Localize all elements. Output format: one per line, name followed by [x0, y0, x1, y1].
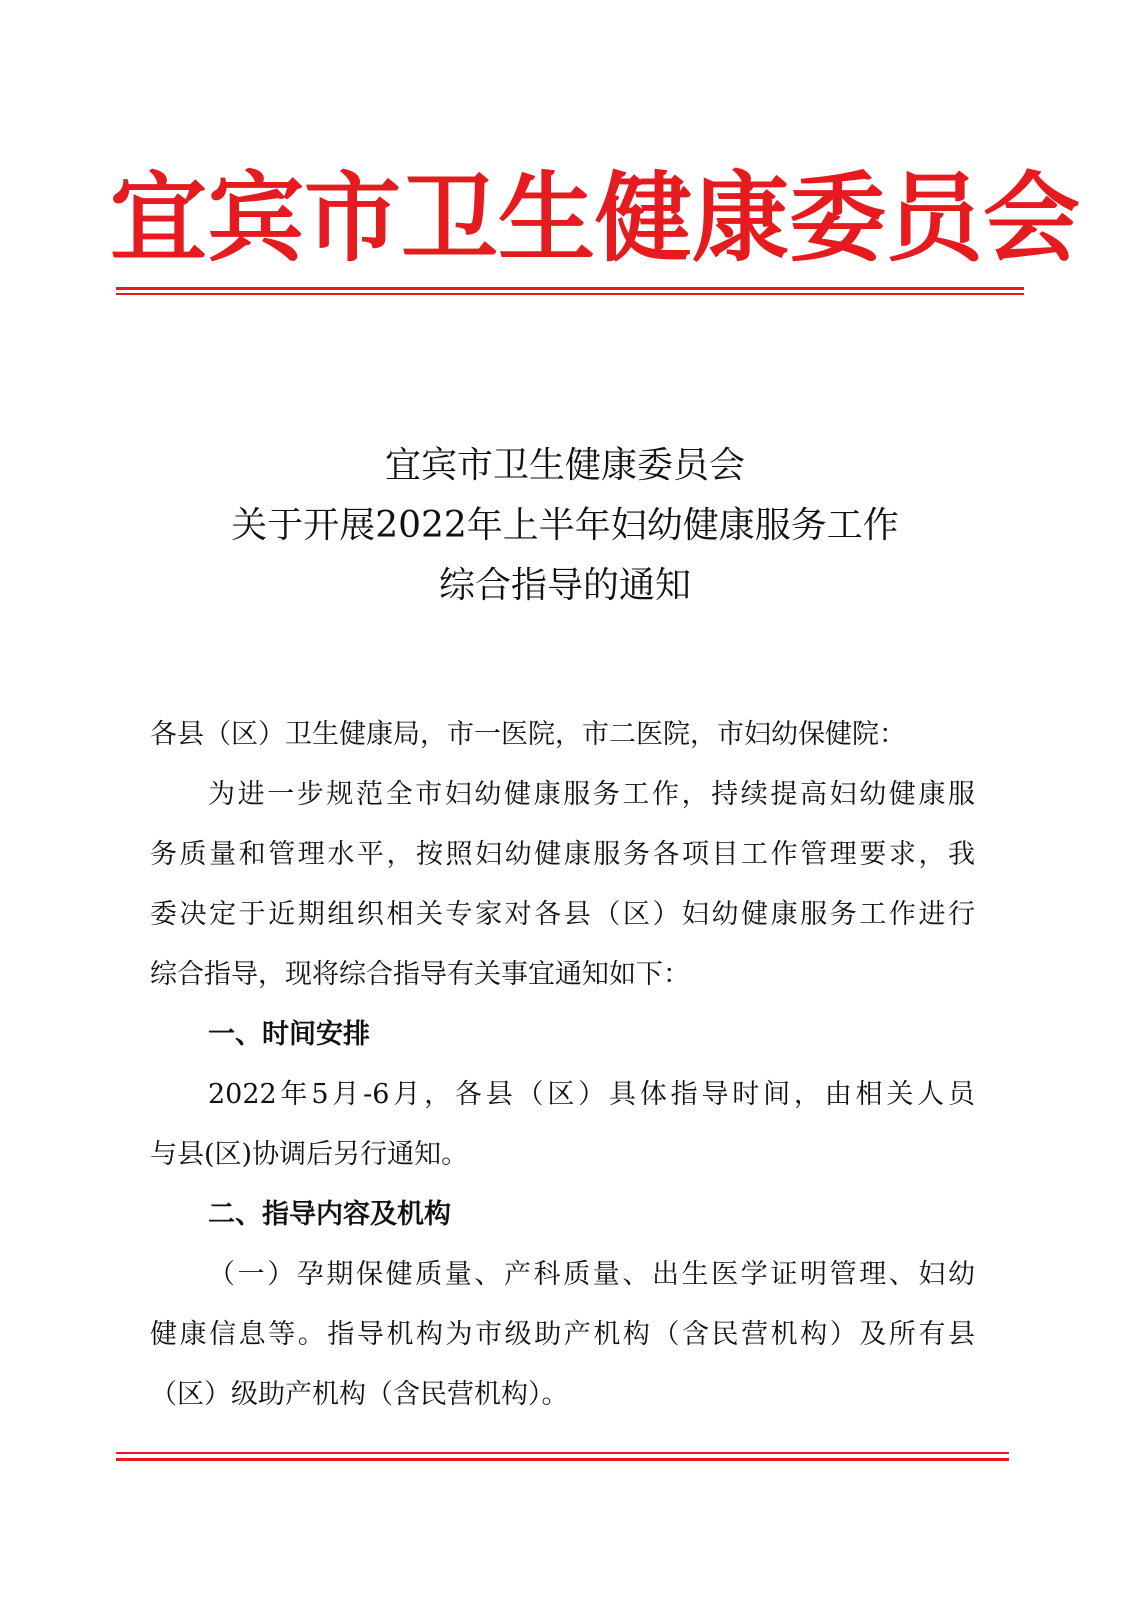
- section-2-heading: 二、指导内容及机构: [208, 1199, 451, 1230]
- footer-divider-thick: [116, 1458, 1009, 1461]
- document-title: [100, 436, 1030, 616]
- intro-line-3: 委决定于近期组织相关专家对各县（区）妇幼健康服务工作进行: [150, 899, 975, 930]
- salutation: 各县（区）卫生健康局，市一医院，市二医院，市妇幼保健院：: [150, 719, 906, 750]
- intro-line-1: 为进一步规范全市妇幼健康服务工作，持续提高妇幼健康服: [208, 779, 975, 810]
- intro-line-2: 务质量和管理水平，按照妇幼健康服务各项目工作管理要求，我: [150, 839, 975, 870]
- section-1-heading: 一、时间安排: [208, 1019, 370, 1050]
- org-letterhead: 宜宾市卫生健康委员会: [110, 161, 1080, 275]
- section-2-line-3: （区）级助产机构（含民营机构）。: [150, 1379, 569, 1410]
- letterhead-divider-thin: [116, 293, 1024, 295]
- title-line-2: 关于开展2022年上半年妇幼健康服务工作: [231, 505, 899, 546]
- letterhead-divider-thick: [116, 287, 1024, 290]
- section-2-line-2: 健康信息等。指导机构为市级助产机构（含民营机构）及所有县: [150, 1319, 975, 1350]
- intro-line-4: 综合指导，现将综合指导有关事宜通知如下：: [150, 959, 690, 990]
- footer-divider-thin: [116, 1452, 1009, 1454]
- section-1-line-1: 2022年5月-6月，各县（区）具体指导时间，由相关人员: [208, 1079, 975, 1110]
- title-line-1: 宜宾市卫生健康委员会: [384, 445, 745, 486]
- section-2-line-1: （一）孕期保健质量、产科质量、出生医学证明管理、妇幼: [208, 1259, 975, 1290]
- title-line-3: 综合指导的通知: [438, 565, 691, 606]
- document-body: [150, 705, 975, 1425]
- section-1-line-2: 与县(区)协调后另行通知。: [150, 1139, 469, 1170]
